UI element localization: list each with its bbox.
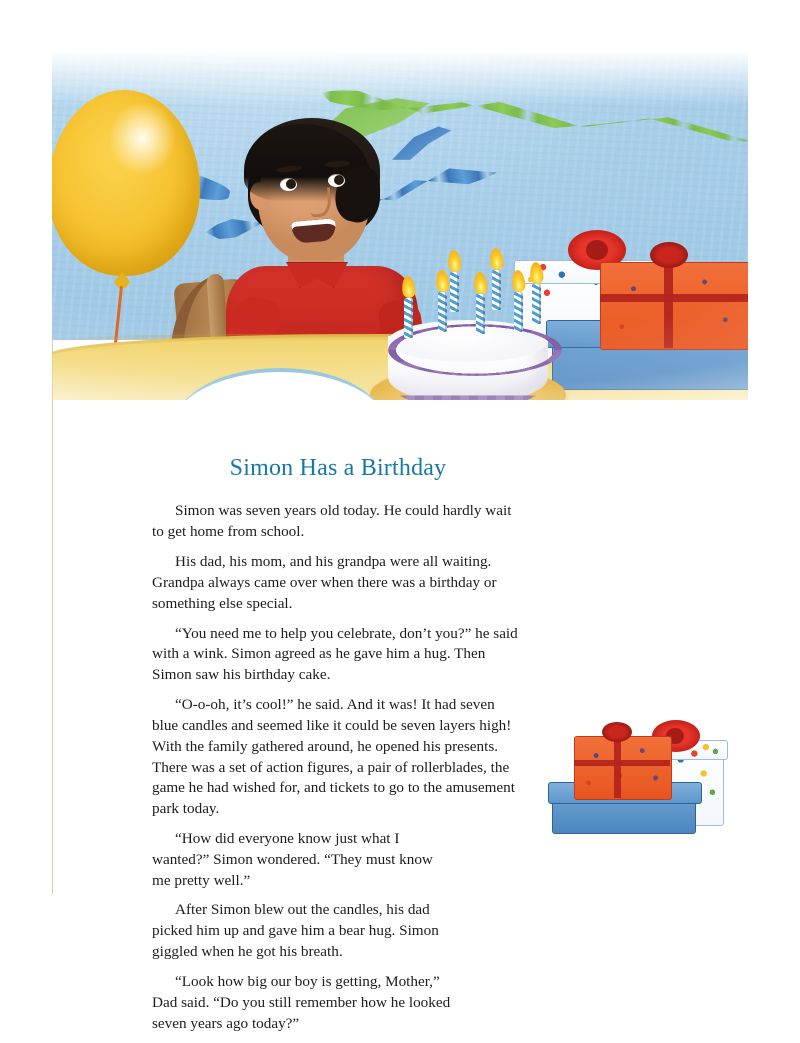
balloon-body (52, 90, 200, 276)
orange-present-bow-icon (650, 242, 688, 268)
story-paragraph-1: Simon was seven years old today. He could hardly wait to get home from school. (152, 502, 512, 541)
candle-5 (492, 270, 501, 310)
presents-inset-illustration (548, 718, 726, 846)
cake-trim-bottom (388, 380, 548, 400)
inset-orange-present (574, 736, 672, 800)
inset-orange-ribbon-vertical (614, 736, 621, 798)
story-title: Simon Has a Birthday (229, 455, 447, 481)
candle-1 (404, 298, 413, 338)
story-paragraph-6: After Simon blew out the candles, his dad picked him up and gave him a bear hug. Simon giggled when he got his breath. (152, 901, 439, 961)
red-bow-center-icon (586, 240, 608, 260)
orange-present (600, 262, 748, 350)
birthday-scene-illustration (52, 48, 748, 400)
candle-3 (450, 272, 459, 312)
candle-2 (438, 292, 447, 332)
candle-6 (514, 292, 523, 332)
story-paragraph-3: “You need me to help you celebrate, don’t you?” he said with a wink. Simon agreed as he gave him a hug. Then Simon saw his birthday cake. (152, 624, 518, 684)
orange-present-ribbon-vertical (664, 262, 673, 348)
candle-7 (532, 284, 541, 324)
story-paragraph-2: His dad, his mom, and his grandpa were all waiting. Grandpa always came over when there was a birthday or something else special. (152, 553, 497, 612)
candle-4 (476, 294, 485, 334)
boy-eye-left (280, 178, 297, 191)
story-paragraph-7: “Look how big our boy is getting, Mother,” Dad said. “Do you still remember how he looked seven years ago today?” (152, 972, 451, 1032)
boy-eye-right (328, 174, 345, 187)
inset-orange-ribbon-horizontal (574, 760, 670, 766)
cake-trim-top (388, 324, 562, 376)
inset-orange-present-bow-icon (602, 722, 632, 742)
story-paragraph-5: “How did everyone know just what I wanted?” Simon wondered. “They must know me pretty well.” (152, 829, 433, 889)
story-paragraph-4: “O-o-oh, it’s cool!” he said. And it was! It had seven blue candles and seemed like it could be seven layers high! With the family gathered around, he opened his presents. There was a set of action figures, a pair of rollerblades, the game he had wished for, and tickets to go to the amusement park today. (152, 696, 515, 818)
story-text-block (152, 455, 524, 1043)
orange-present-ribbon-horizontal (600, 294, 748, 302)
